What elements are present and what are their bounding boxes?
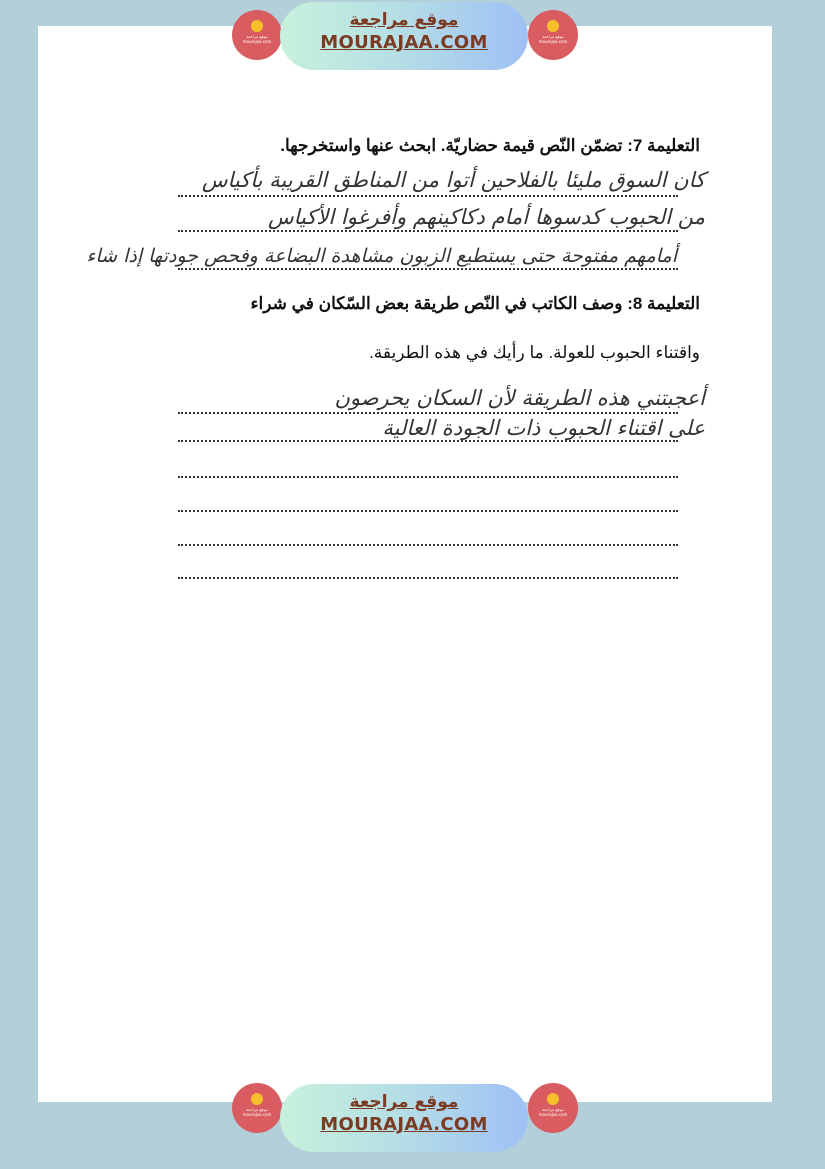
answer-line xyxy=(178,195,678,197)
answer-line xyxy=(178,230,678,232)
site-logo-badge-right xyxy=(528,10,578,60)
site-link[interactable]: MOURAJAA.COM xyxy=(320,32,488,53)
handwritten-answer: أمامهم مفتوحة حتى يستطيع الزبون مشاهدة البضاعة وفحص جودتها إذا شاء xyxy=(86,245,677,267)
book-icon xyxy=(251,1093,263,1105)
answer-line xyxy=(178,577,678,579)
site-name-arabic[interactable]: موقع مراجعة xyxy=(349,1092,459,1112)
footer-banner[interactable] xyxy=(280,1084,528,1152)
badge-text: موقع مراجعة xyxy=(246,34,268,39)
question-8 xyxy=(251,294,701,314)
answer-line xyxy=(178,440,678,442)
handwritten-answer: أعجبتني هذه الطريقة لأن السكان يحرصون xyxy=(334,386,705,410)
answer-line xyxy=(178,544,678,546)
handwritten-answer: من الحبوب كدسوها أمام دكاكينهم وأفرغوا الأكياس xyxy=(268,205,705,229)
site-logo-badge-right xyxy=(528,1083,578,1133)
site-name-arabic[interactable]: موقع مراجعة xyxy=(349,10,459,30)
question-text: وصف الكاتب في النّص طريقة بعض السّكان في شراء xyxy=(250,294,623,313)
badge-text: mourajaa.com xyxy=(242,39,272,44)
handwritten-answer: كان السوق مليئا بالفلاحين أتوا من المناطق القريبة بأكياس xyxy=(201,168,705,192)
question-label: التعليمة 8: xyxy=(627,294,700,313)
question-7 xyxy=(280,136,700,156)
book-icon xyxy=(547,1093,559,1105)
site-logo-badge-left xyxy=(232,1083,282,1133)
badge-text: موقع مراجعة xyxy=(542,34,564,39)
badge-text: موقع مراجعة xyxy=(246,1107,268,1112)
badge-text: mourajaa.com xyxy=(538,1112,568,1117)
site-logo-badge-left xyxy=(232,10,282,60)
question-text-continued: واقتناء الحبوب للعولة. ما رأيك في هذه الطريقة. xyxy=(369,343,700,362)
handwritten-answer: على اقتناء الحبوب ذات الجودة العالية xyxy=(382,416,705,440)
book-icon xyxy=(251,20,263,32)
header-banner[interactable] xyxy=(280,2,528,70)
question-text: تضمّن النّص قيمة حضاريّة. ابحث عنها واستخرجها. xyxy=(280,136,623,155)
badge-text: موقع مراجعة xyxy=(542,1107,564,1112)
answer-line xyxy=(178,476,678,478)
answer-line xyxy=(178,268,678,270)
answer-line xyxy=(178,412,678,414)
book-icon xyxy=(547,20,559,32)
badge-text: mourajaa.com xyxy=(538,39,568,44)
answer-line xyxy=(178,510,678,512)
badge-text: mourajaa.com xyxy=(242,1112,272,1117)
site-link[interactable]: MOURAJAA.COM xyxy=(320,1114,488,1135)
question-label: التعليمة 7: xyxy=(627,136,700,155)
